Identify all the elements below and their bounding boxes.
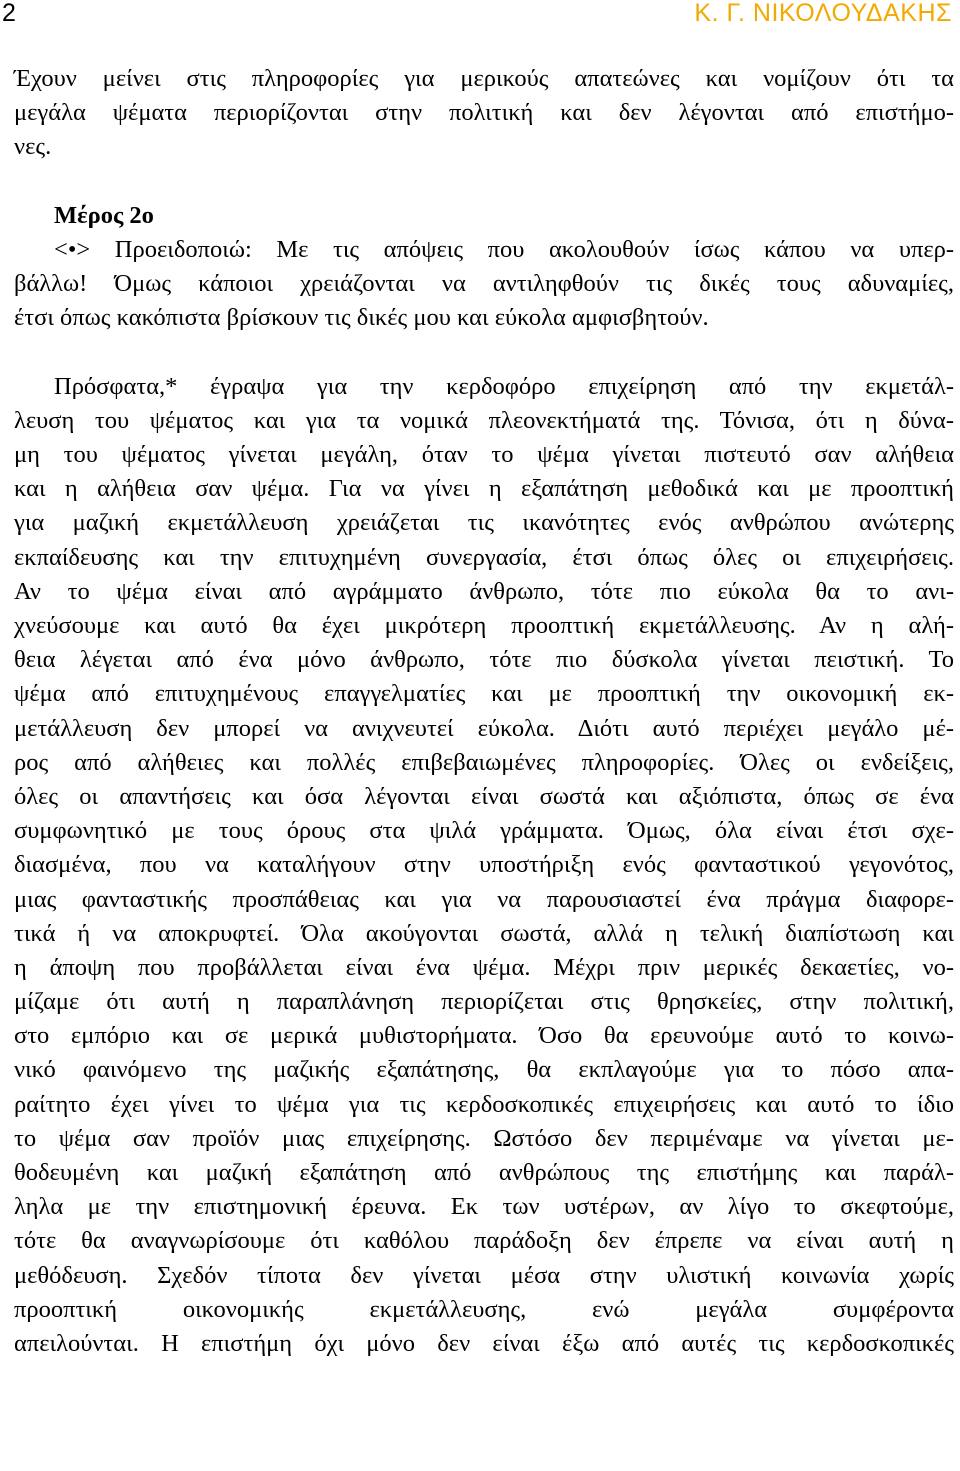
paragraph-gap <box>14 336 954 370</box>
main-line: μετάλλευση δεν μπορεί να ανιχνευτεί εύκολα. Διότι αυτό περιέχει μεγάλο μέ- <box>14 714 954 742</box>
page-number: 2 <box>2 0 16 27</box>
main-line: διασμένα, που να καταλήγουν στην υποστήριξη ενός φανταστικού γεγονότος, <box>14 851 954 879</box>
main-line: προοπτική οικονομικής εκμετάλλευσης, ενώ μεγάλα συμφέροντα <box>14 1295 954 1323</box>
main-line: θοδευμένη και μαζική εξαπάτηση από ανθρώπους της επιστήμης και παράλ- <box>14 1159 954 1186</box>
main-line: συμφωνητικό με τους όρους στα ψιλά γράμματα. Όμως, όλα είναι έτσι σχε- <box>14 817 954 845</box>
main-line: το ψέμα σαν προϊόν μιας επιχείρησης. Ωστόσο δεν περιμέναμε να γίνεται με- <box>14 1124 954 1152</box>
body-text <box>14 62 954 1361</box>
main-line: νικό φαινόμενο της μαζικής εξαπάτησης, θα εκπλαγούμε για το πόσο απα- <box>14 1056 954 1084</box>
running-head: Κ. Γ. ΝΙΚΟΛΟΥΔΑΚΗΣ <box>694 0 952 27</box>
warning-line: <•> Προειδοποιώ: Με τις απόψεις που ακολουθούν ίσως κάπου να υπερ- <box>54 235 954 263</box>
main-line: ληλα με την επιστημονική έρευνα. Εκ των υστέρων, αν λίγο το σκεφτούμε, <box>14 1193 954 1221</box>
section-heading: Μέρος 2ο <box>54 201 154 229</box>
main-line: λευση του ψέματος και για τα νομικά πλεονεκτήματά της. Τόνισα, ότι η δύνα- <box>14 406 954 434</box>
main-line: μη του ψέματος γίνεται μεγάλη, όταν το ψέμα γίνεται πιστευτό σαν αλήθεια <box>14 441 954 469</box>
main-line: απειλούνται. Η επιστήμη όχι μόνο δεν είναι έξω από αυτές τις κερδοσκοπικές <box>14 1329 954 1357</box>
page-header <box>0 0 960 30</box>
main-line: στο εμπόριο και σε μερικά μυθιστορήματα. Όσο θα ερευνούμε αυτό το κοινω- <box>14 1022 954 1050</box>
main-line: τότε θα αναγνωρίσουμε ότι καθόλου παράδοξη δεν έπρεπε να είναι αυτή η <box>14 1227 954 1255</box>
main-line: ραίτητο έχει γίνει το ψέμα για τις κερδοσκοπικές επιχειρήσεις και αυτό το ίδιο <box>14 1090 954 1118</box>
warning-line: βάλλω! Όμως κάποιοι χρειάζονται να αντιληφθούν τις δικές τους αδυναμίες, <box>14 270 954 298</box>
main-line: η άποψη που προβάλλεται είναι ένα ψέμα. Μέχρι πριν μερικές δεκαετίες, νο- <box>14 953 954 981</box>
main-line: για μαζική εκμετάλλευση χρειάζεται τις ικανότητες ενός ανθρώπου ανώτερης <box>14 509 954 537</box>
main-line: χνεύσουμε και αυτό θα έχει μικρότερη προοπτική εκμετάλλευσης. Αν η αλή- <box>14 612 954 639</box>
main-line: ψέμα από επιτυχημένους επαγγελματίες και με προοπτική την οικονομική εκ- <box>14 680 954 708</box>
main-line: εκπαίδευσης και την επιτυχημένη συνεργασία, έτσι όπως όλες οι επιχειρήσεις. <box>14 543 954 571</box>
main-line: μεθόδευση. Σχεδόν τίποτα δεν γίνεται μέσα στην υλιστική κοινωνία χωρίς <box>14 1261 954 1289</box>
main-line: και η αλήθεια σαν ψέμα. Για να γίνει η εξαπάτηση μεθοδικά και με προοπτική <box>14 475 954 503</box>
main-line: μιας φανταστικής προσπάθειας και για να παρουσιαστεί ένα πράγμα διαφορε- <box>14 885 954 913</box>
main-line: τικά ή να αποκρυφτεί. Όλα ακούγονται σωστά, αλλά η τελική διαπίστωση και <box>14 919 954 947</box>
main-line: ρος από αλήθειες και πολλές επιβεβαιωμένες πληροφορίες. Όλες οι ενδείξεις, <box>14 748 954 776</box>
intro-line: μεγάλα ψέματα περιορίζονται στην πολιτική και δεν λέγονται από επιστήμο- <box>14 99 954 127</box>
main-line: μίζαμε ότι αυτή η παραπλάνηση περιορίζεται στις θρησκείες, στην πολιτική, <box>14 988 954 1016</box>
main-line: Αν το ψέμα είναι από αγράμματο άνθρωπο, τότε πιο εύκολα θα το ανι- <box>14 577 954 605</box>
main-line: Πρόσφατα,* έγραψα για την κερδοφόρο επιχείρηση από την εκμετάλ- <box>54 372 954 400</box>
paragraph-gap <box>14 165 954 199</box>
main-line: όλες οι απαντήσεις και όσα λέγονται είναι σωστά και αξιόπιστα, όπως σε ένα <box>14 782 954 810</box>
main-line: θεια λέγεται από ένα μόνο άνθρωπο, τότε πιο δύσκολα γίνεται πειστική. Το <box>14 646 954 674</box>
intro-line: Έχουν μείνει στις πληροφορίες για μερικούς απατεώνες και νομίζουν ότι τα <box>14 65 954 92</box>
intro-line: νες. <box>14 133 52 161</box>
warning-line: έτσι όπως κακόπιστα βρίσκουν τις δικές μου και εύκολα αμφισβητούν. <box>14 304 709 332</box>
